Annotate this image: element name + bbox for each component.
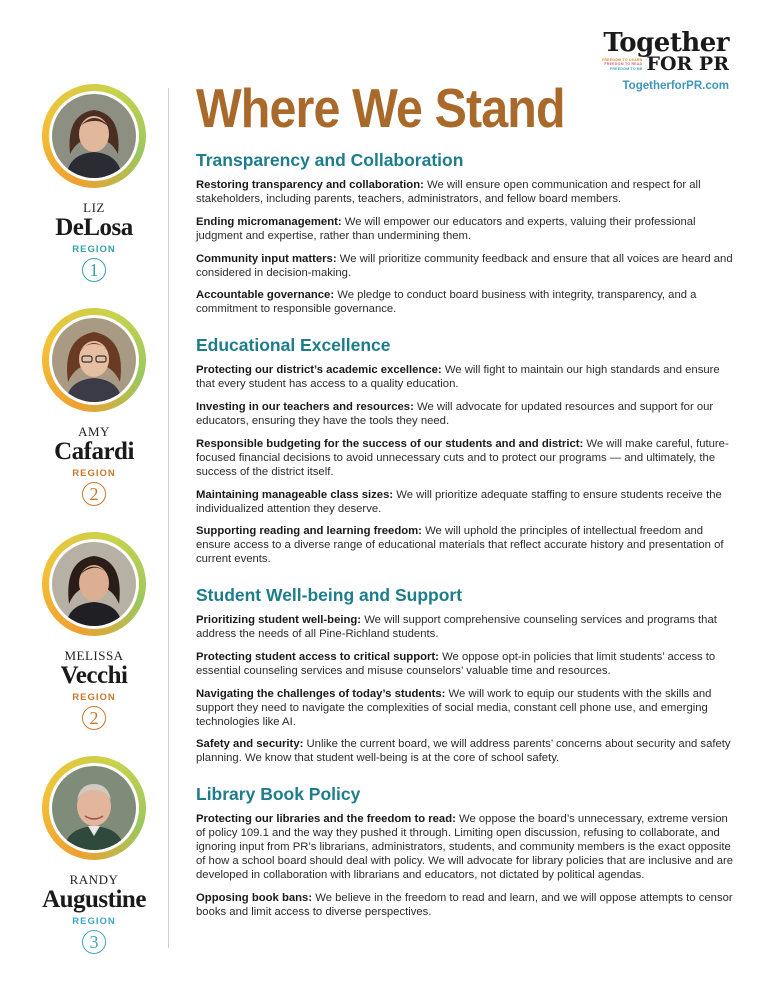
policy-lead: Supporting reading and learning freedom: xyxy=(196,525,422,538)
policy-item xyxy=(196,892,736,920)
section-title: Transparency and Collaboration xyxy=(196,150,464,170)
page-title: Where We Stand xyxy=(196,77,565,139)
logo-sub-wordmark: FOR PR xyxy=(646,53,729,75)
policy-item xyxy=(196,525,736,567)
region-number-badge: 2 xyxy=(82,706,106,730)
candidate-photo xyxy=(52,94,136,178)
candidate-amy-cafardi xyxy=(20,308,168,506)
policy-item xyxy=(196,688,736,730)
policy-lead: Prioritizing student well-being: xyxy=(196,614,362,627)
policy-text: We will advocate for updated resources and support for our educators, ensuring they have the tools they need. xyxy=(196,401,714,427)
candidate-last-name: Augustine xyxy=(42,886,146,913)
region-label: REGION xyxy=(72,916,116,927)
policy-item xyxy=(196,813,736,883)
section-library-book-policy xyxy=(196,784,736,919)
candidate-first-name: RANDY xyxy=(69,872,119,887)
policy-lead: Safety and security: xyxy=(196,738,304,751)
candidate-first-name: MELISSA xyxy=(64,648,124,663)
policy-lead: Protecting student access to critical support: xyxy=(196,650,439,663)
candidate-photo-frame xyxy=(42,308,146,412)
candidate-last-name: DeLosa xyxy=(55,214,133,241)
section-student-well-being xyxy=(196,585,736,766)
candidate-photo-frame xyxy=(42,532,146,636)
sidebar-divider xyxy=(168,88,169,948)
region-number-badge: 3 xyxy=(82,930,106,954)
section-transparency xyxy=(196,150,736,317)
candidate-photo xyxy=(52,542,136,626)
region-label: REGION xyxy=(72,468,116,479)
region-label: REGION xyxy=(72,692,116,703)
policy-lead: Ending micromanagement: xyxy=(196,215,342,228)
candidate-randy-augustine xyxy=(20,756,168,954)
candidate-photo xyxy=(52,766,136,850)
policy-lead: Navigating the challenges of today’s students: xyxy=(196,687,446,700)
candidate-last-name: Cafardi xyxy=(54,438,134,465)
policy-lead: Opposing book bans: xyxy=(196,891,313,904)
policy-text: We will make careful, future-focused financial decisions to avoid unnecessary cuts and to protect our programs — and ultimately, the success of the district itself. xyxy=(196,437,729,478)
section-title: Student Well-being and Support xyxy=(196,585,463,606)
section-title: Educational Excellence xyxy=(196,335,391,356)
policy-item xyxy=(196,253,736,281)
policy-text: We pledge to conduct board business with integrity, transparency, and a commitment to responsible governance. xyxy=(196,289,697,316)
candidate-liz-delosa xyxy=(20,84,168,282)
policy-lead: Accountable governance: xyxy=(196,289,335,302)
policy-item xyxy=(196,738,736,766)
region-label: REGION xyxy=(72,244,116,255)
candidate-first-name: LIZ xyxy=(83,200,105,215)
logo-tag-line-2: FREEDOM TO READ xyxy=(604,62,643,67)
policy-text: We will empower our educators and experts, valuing their professional judgment and expertise, rather than undermining them. xyxy=(196,215,696,242)
policy-item xyxy=(196,179,736,207)
logo-tagline xyxy=(602,58,642,71)
policy-text: We oppose opt-in policies that limit students’ access to essential counseling services and misuse counselors’ valuable time and resources. xyxy=(196,650,716,677)
policy-item xyxy=(196,401,736,429)
candidate-photo-frame xyxy=(42,84,146,188)
policy-lead: Protecting our libraries and the freedom to read: xyxy=(196,813,456,826)
policy-text: We oppose the board’s unnecessary, extreme version of policy 109.1 and the way they pushed it through. Limiting open discussion, refusing to collaborate, and ignoring input from PR’s librarians, administrators, students, and community members is the exact opposite of how a school board should deal with policy. We will advocate for library policies that are inclusive and are developed in collaboration with librarians and educators, not dictated by political agendas. xyxy=(196,813,734,881)
candidate-photo xyxy=(52,318,136,402)
policy-item xyxy=(196,489,736,517)
policy-lead: Maintaining manageable class sizes: xyxy=(196,488,394,501)
candidate-first-name: AMY xyxy=(78,424,110,439)
policy-text: Unlike the current board, we will address parents’ concerns about security and safety planning. We know that student well-being is at the core of school safety. xyxy=(196,738,731,765)
candidate-last-name: Vecchi xyxy=(60,662,128,689)
region-number-badge: 1 xyxy=(82,258,106,282)
policy-lead: Investing in our teachers and resources: xyxy=(196,401,414,414)
logo-tag-line-1: FREEDOM TO LEARN xyxy=(601,57,643,62)
policy-text: We believe in the freedom to read and learn, and we will oppose attempts to censor books and limit access to diverse perspectives. xyxy=(196,891,733,918)
region-number-badge: 2 xyxy=(82,482,106,506)
policy-lead: Restoring transparency and collaboration: xyxy=(196,179,424,191)
policy-item xyxy=(196,216,736,244)
policy-item xyxy=(196,289,736,317)
main-content xyxy=(196,78,736,929)
policy-lead: Responsible budgeting for the success of our students and and district: xyxy=(196,437,584,450)
policy-lead: Community input matters: xyxy=(196,252,337,265)
policy-lead: Protecting our district’s academic excellence: xyxy=(196,364,442,377)
policy-item xyxy=(196,614,736,642)
policy-text: We will prioritize adequate staffing to ensure students receive the individualized attention they deserve. xyxy=(196,488,722,515)
policy-text: We will uphold the principles of intellectual freedom and ensure access to a diverse range of educational materials that reflect accurate history and presentation of current events. xyxy=(196,525,724,566)
candidate-melissa-vecchi xyxy=(20,532,168,730)
policy-text: We will work to equip our students with the skills and support they need to navigate the complexities of social media, constant cell phone use, and emerging technologies like AI. xyxy=(196,687,712,728)
section-title: Library Book Policy xyxy=(196,784,361,805)
policy-text: We will fight to maintain our high standards and ensure that every student has access to a quality education. xyxy=(196,364,720,391)
candidate-photo-frame xyxy=(42,756,146,860)
policy-item xyxy=(196,438,736,480)
policy-text: We will ensure open communication and respect for all stakeholders, including parents, teachers, administrators, and fellow board members. xyxy=(196,179,701,205)
website-link[interactable]: TogetherforPR.com xyxy=(622,80,729,92)
policy-item xyxy=(196,651,736,679)
section-educational-excellence xyxy=(196,335,736,567)
logo-wordmark: Together xyxy=(603,28,729,58)
logo-tag-line-3: FREEDOM TO BE xyxy=(609,66,643,71)
policy-text: We will support comprehensive counseling services and programs that address the needs of all Pine-Richland students. xyxy=(196,614,717,641)
policy-text: We will prioritize community feedback and ensure that all voices are heard and considered in decision-making. xyxy=(196,252,733,279)
policy-item xyxy=(196,364,736,392)
